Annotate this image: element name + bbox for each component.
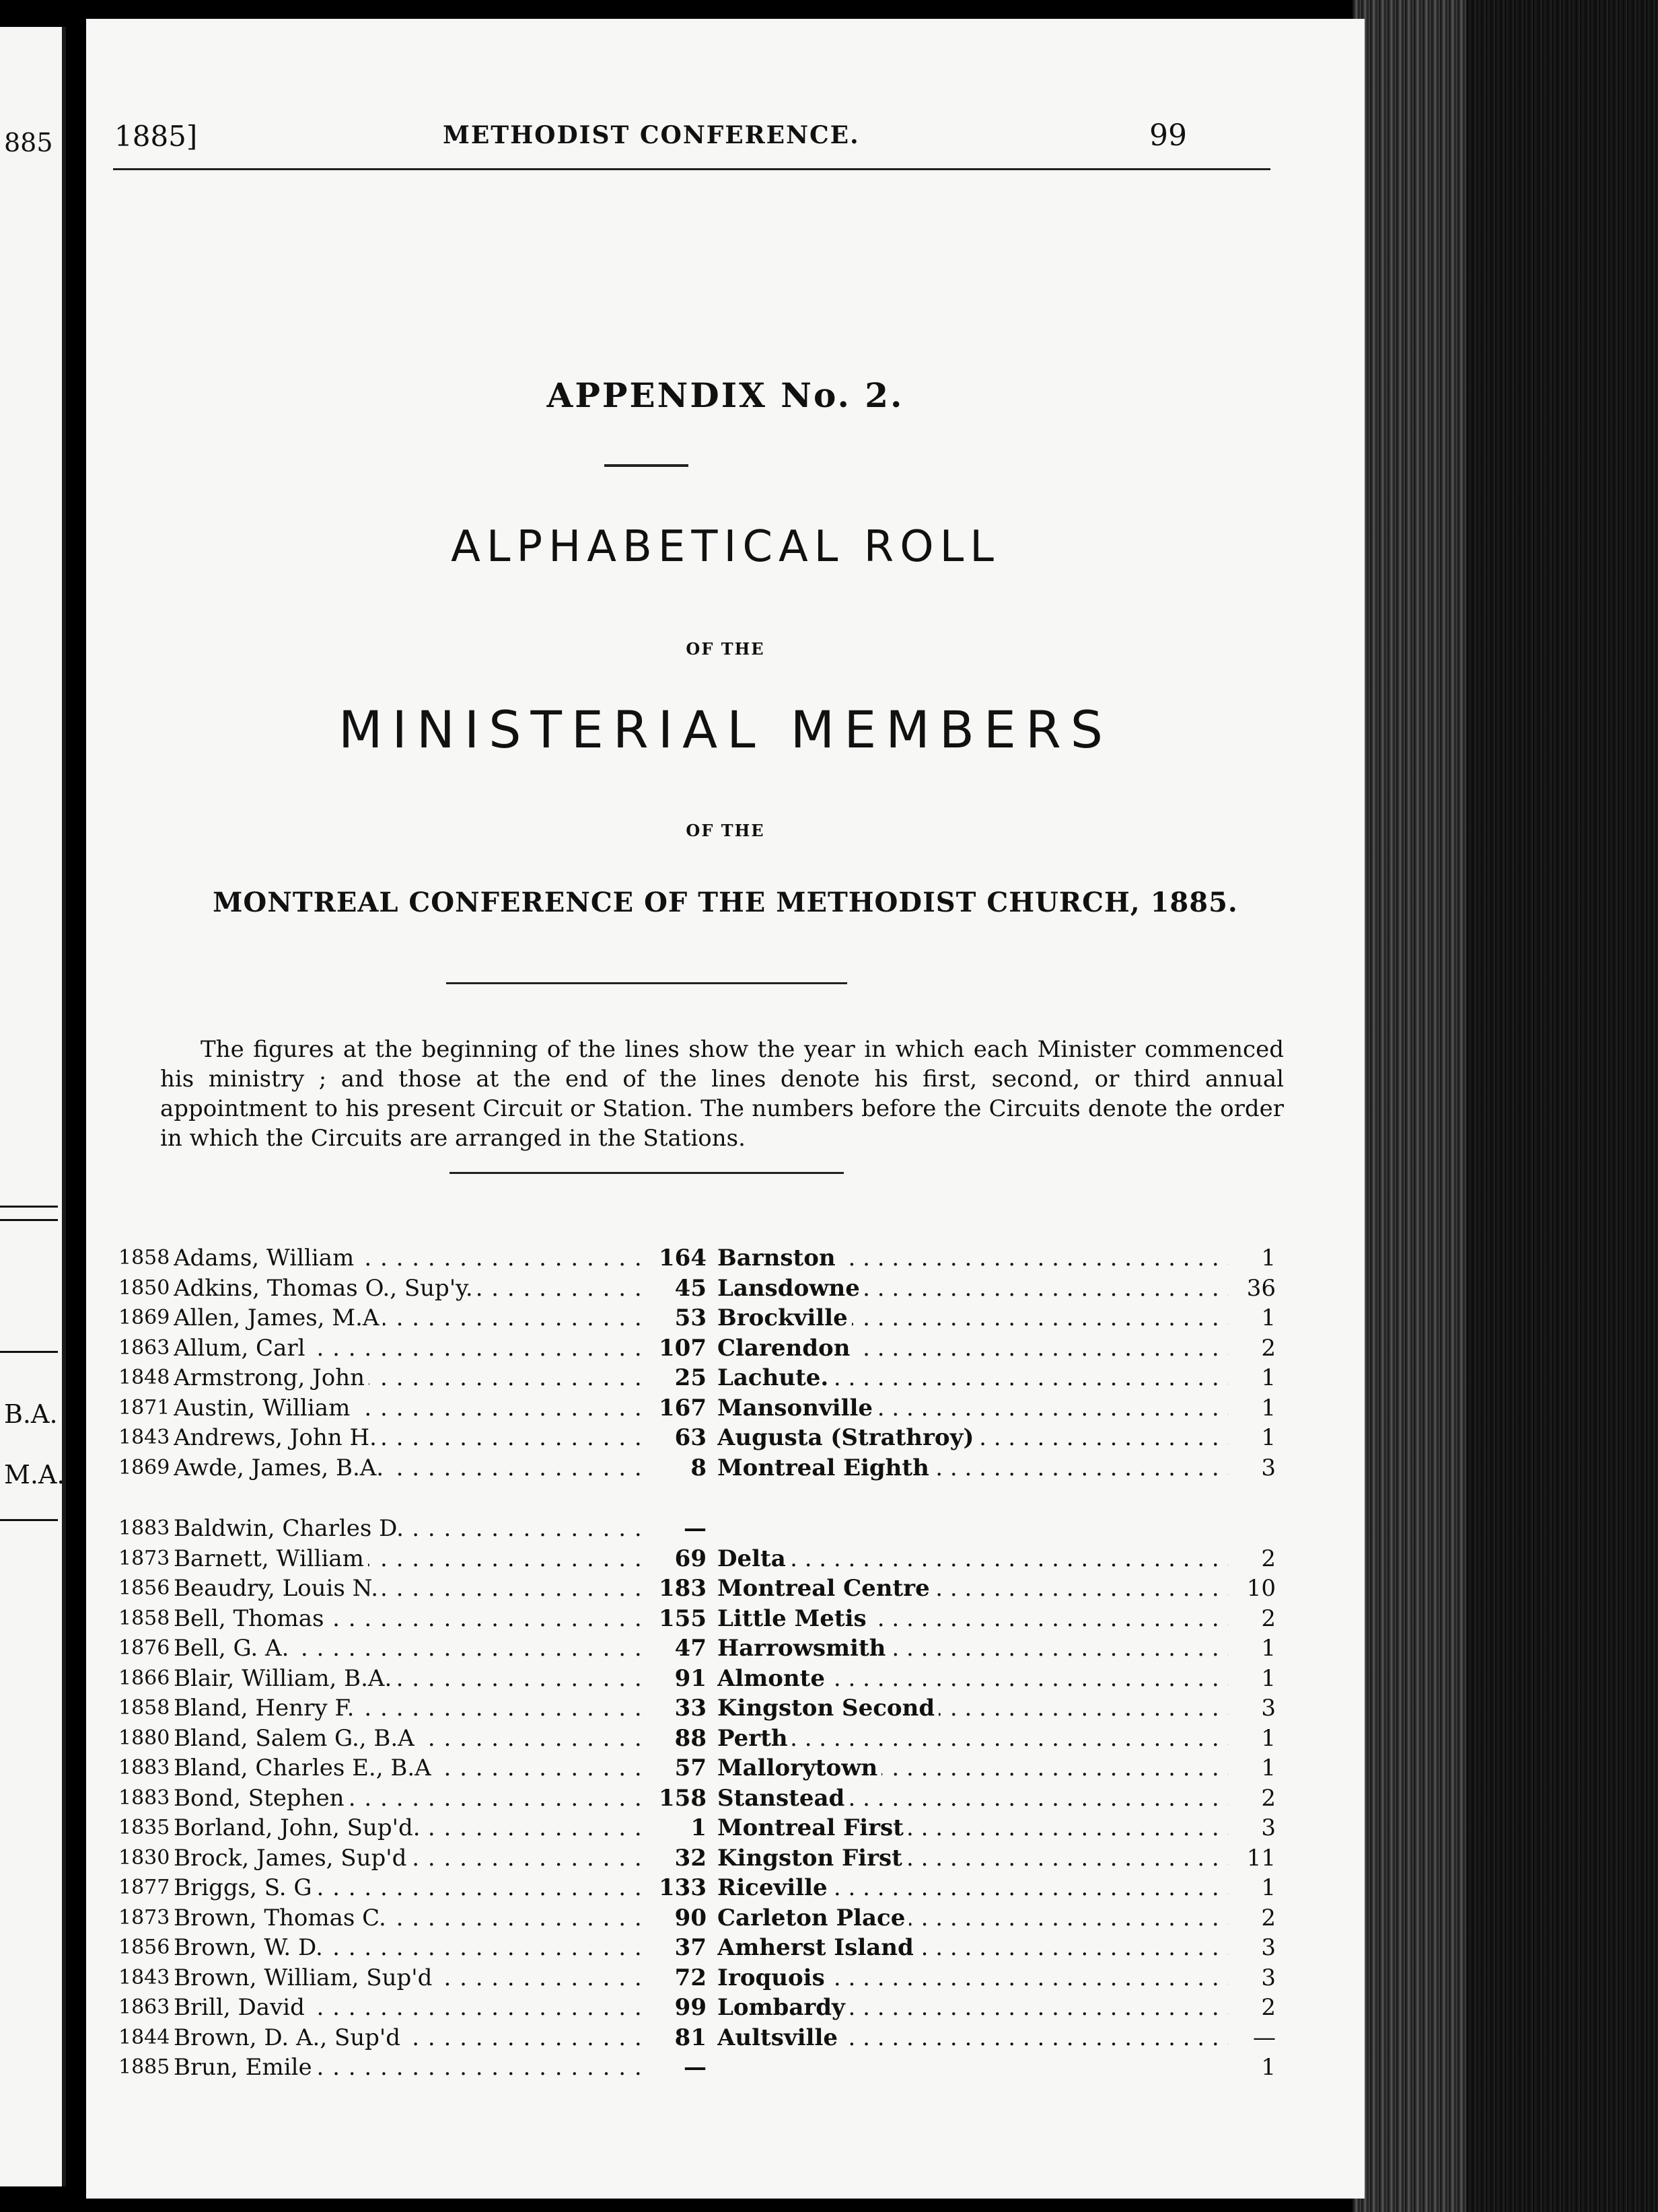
roll-entry (118, 1693, 1289, 1724)
entry-circuit-number: 90 (674, 1904, 707, 1931)
entry-circuit: Iroquois . . . (717, 1963, 1256, 1993)
entry-year: 1873 (118, 1905, 170, 1929)
entry-circuit-number: 72 (674, 1964, 707, 1991)
roll-entry (118, 2023, 1289, 2053)
entry-minister-name: Austin, William . . . (174, 1393, 645, 1423)
roll-entry (118, 1453, 1289, 1483)
left-page-fragment (0, 27, 66, 2186)
entry-year: 1835 (118, 1816, 170, 1839)
entry-appointment: 1 (1229, 2053, 1276, 2082)
entry-year: 1883 (118, 1785, 170, 1810)
entry-appointment: 1 (1229, 1633, 1276, 1663)
roll-entry (118, 1813, 1289, 1843)
entry-year: 1858 (118, 1696, 170, 1720)
entry-minister-name: Bland, Salem G., B.A . . . (174, 1724, 645, 1753)
entry-minister-name: Beaudry, Louis N. . . . (174, 1574, 645, 1603)
entry-circuit: Perth . . . (717, 1724, 1256, 1753)
entry-year: 1883 (118, 1516, 170, 1540)
entry-appointment: 2 (1229, 1783, 1276, 1813)
entry-year: 1873 (118, 1546, 170, 1570)
left-rule (0, 1206, 58, 1208)
roll-title: ALPHABETICAL ROLL (451, 522, 1000, 572)
header-year: 1885] (114, 120, 198, 153)
entry-minister-name: Baldwin, Charles D. . . . (174, 1514, 645, 1543)
entry-year: 1883 (118, 1756, 170, 1779)
roll-entry (118, 1243, 1289, 1274)
roll-entry (118, 1633, 1289, 1664)
entry-circuit: Lansdowne . . . (717, 1274, 1256, 1303)
entry-year: 1858 (118, 1246, 170, 1269)
entry-circuit-number: 91 (674, 1664, 707, 1692)
entry-minister-name: Brun, Emile . . . (174, 2053, 645, 2082)
entry-circuit-number: 33 (674, 1695, 707, 1722)
entry-appointment: 2 (1229, 1544, 1276, 1574)
entry-appointment: 10 (1229, 1574, 1276, 1603)
entry-circuit: Harrowsmith . . . (717, 1633, 1256, 1663)
roll-entry (118, 1514, 1289, 1544)
entry-circuit-number: 88 (674, 1724, 707, 1752)
entry-minister-name: Brown, W. D. . . . (174, 1933, 645, 1962)
roll-entry (118, 1724, 1289, 1754)
entry-year: 1863 (118, 1995, 170, 2019)
ministerial-members-title: MINISTERIAL MEMBERS (338, 700, 1113, 760)
entry-circuit: Almonte . . . (717, 1664, 1256, 1693)
entry-year: 1848 (118, 1366, 170, 1389)
entry-appointment: 1 (1229, 1303, 1276, 1333)
roll-entry (118, 1753, 1289, 1783)
entry-circuit-number: 25 (674, 1364, 707, 1391)
entry-circuit-number: 32 (674, 1844, 707, 1872)
entry-appointment: 3 (1229, 1453, 1276, 1483)
entry-minister-name: Armstrong, John . . . (174, 1363, 645, 1393)
entry-year: 1850 (118, 1276, 170, 1300)
roll-entry (118, 1423, 1289, 1453)
entry-circuit-number: 158 (659, 1784, 707, 1812)
header-rule (113, 168, 1270, 170)
left-rule (0, 1219, 58, 1221)
conference-title: MONTREAL CONFERENCE OF THE METHODIST CHURCH, 1885. (213, 887, 1238, 918)
running-title: METHODIST CONFERENCE. (443, 121, 860, 149)
entry-minister-name: Briggs, S. G . . . (174, 1873, 645, 1903)
entry-circuit: Carleton Place . . . (717, 1903, 1256, 1933)
roll-entry (118, 1333, 1289, 1364)
entry-circuit: Kingston First . . . (717, 1843, 1256, 1873)
entry-minister-name: Brock, James, Sup'd . . . (174, 1843, 645, 1873)
left-fragment-ba: B.A. (4, 1399, 58, 1429)
entry-circuit-number: 69 (674, 1545, 707, 1572)
entry-circuit: Lachute. . . . (717, 1363, 1256, 1393)
section-rule (449, 1172, 844, 1174)
entry-circuit: Clarendon . . . (717, 1333, 1256, 1363)
roll-entry (118, 1873, 1289, 1903)
roll-entry (118, 1544, 1289, 1574)
entry-circuit: Montreal Eighth . . . (717, 1453, 1256, 1483)
roll-entry (118, 1574, 1289, 1604)
entry-circuit: Amherst Island . . . (717, 1933, 1256, 1962)
entry-appointment: 1 (1229, 1423, 1276, 1452)
roll-entry (118, 1604, 1289, 1634)
roll-section-b (118, 1514, 1289, 2083)
entry-circuit: Kingston Second . . . (717, 1693, 1256, 1723)
entry-appointment: 3 (1229, 1963, 1276, 1993)
entry-minister-name: Adams, William . . . (174, 1243, 645, 1273)
entry-appointment: 2 (1229, 1604, 1276, 1633)
of-the-label: OF THE (686, 639, 765, 659)
entry-circuit: Montreal First . . . (717, 1813, 1256, 1843)
entry-circuit-number: 45 (674, 1274, 707, 1302)
entry-circuit-number: 47 (674, 1635, 707, 1662)
roll-entry (118, 1903, 1289, 1933)
entry-appointment: 1 (1229, 1664, 1276, 1693)
entry-circuit-number: 183 (659, 1575, 707, 1602)
intro-text: The figures at the beginning of the lines show the year in which each Minister commenced his ministry ; and those at the end of the lines denote his first, second, or third annual appointment to his present Circuit or Station. The numbers before the Circuits denote the order in which the Circuits are arranged in the Stations. (160, 1036, 1284, 1152)
entry-minister-name: Blair, William, B.A. . . . (174, 1664, 645, 1693)
book-binding-shadow (1467, 0, 1658, 2212)
entry-minister-name: Brill, David . . . (174, 1993, 645, 2022)
entry-appointment: 1 (1229, 1724, 1276, 1753)
left-page-number-fragment: 885 (4, 128, 53, 157)
entry-circuit: Mansonville . . . (717, 1393, 1256, 1423)
entry-year: 1866 (118, 1666, 170, 1690)
section-rule (446, 982, 847, 984)
entry-year: 1885 (118, 2055, 170, 2079)
entry-circuit-number: 53 (674, 1304, 707, 1331)
entry-appointment: 2 (1229, 1333, 1276, 1363)
left-rule (0, 1519, 58, 1521)
entry-year: 1856 (118, 1576, 170, 1600)
page-number: 99 (1149, 118, 1187, 153)
roll-entry (118, 1993, 1289, 2023)
entry-circuit-number: 37 (674, 1934, 707, 1961)
entry-circuit: Brockville . . . (717, 1303, 1256, 1333)
entry-appointment: 2 (1229, 1993, 1276, 2022)
entry-minister-name: Andrews, John H. . . . (174, 1423, 645, 1452)
entry-year: 1871 (118, 1395, 170, 1420)
entry-minister-name: Bell, Thomas . . . (174, 1604, 645, 1633)
entry-circuit: Augusta (Strathroy) . . . (717, 1423, 1256, 1452)
entry-circuit: Montreal Centre . . . (717, 1574, 1256, 1603)
appendix-title: APPENDIX No. 2. (546, 375, 904, 415)
roll-entry (118, 1933, 1289, 1963)
entry-appointment: 36 (1229, 1274, 1276, 1303)
entry-appointment: 1 (1229, 1873, 1276, 1903)
entry-circuit-number: 57 (674, 1755, 707, 1781)
entry-appointment: 1 (1229, 1243, 1276, 1273)
roll-entry (118, 1664, 1289, 1694)
entry-minister-name: Bland, Henry F. . . . (174, 1693, 645, 1723)
entry-minister-name: Bond, Stephen . . . (174, 1783, 645, 1813)
entry-appointment: 1 (1229, 1363, 1276, 1393)
roll-entry (118, 1843, 1289, 1874)
entry-circuit: Barnston . . . (717, 1243, 1256, 1273)
entry-appointment: 1 (1229, 1753, 1276, 1783)
entry-minister-name: Awde, James, B.A. . . . (174, 1453, 645, 1483)
entry-circuit: Mallorytown . . . (717, 1753, 1256, 1783)
entry-minister-name: Brown, William, Sup'd . . . (174, 1963, 645, 1993)
entry-appointment: 11 (1229, 1843, 1276, 1873)
entry-circuit: Delta . . . (717, 1544, 1256, 1574)
document-page (86, 19, 1365, 2199)
entry-circuit: Little Metis . . . (717, 1604, 1256, 1633)
entry-circuit-number: — (684, 2054, 707, 2081)
entry-circuit-number: 167 (659, 1394, 707, 1422)
entry-appointment: 3 (1229, 1693, 1276, 1723)
entry-circuit-number: 8 (690, 1454, 707, 1481)
entry-circuit-number: 107 (659, 1334, 707, 1362)
entry-circuit-number: 81 (674, 2024, 707, 2051)
title-rule (604, 464, 688, 467)
roll-entry (118, 2053, 1289, 2083)
entry-minister-name: Barnett, William . . . (174, 1544, 645, 1574)
entry-minister-name: Allen, James, M.A . . . (174, 1303, 645, 1333)
entry-circuit-number: 99 (674, 1994, 707, 2021)
entry-year: 1877 (118, 1876, 170, 1899)
entry-circuit-number: 164 (659, 1245, 707, 1271)
entry-circuit: Stanstead . . . (717, 1783, 1256, 1813)
entry-minister-name: Allum, Carl . . . (174, 1333, 645, 1363)
entry-year: 1869 (118, 1455, 170, 1479)
entry-circuit: Lombardy . . . (717, 1993, 1256, 2022)
entry-year: 1856 (118, 1936, 170, 1959)
left-fragment-ma: M.A. (4, 1460, 65, 1489)
entry-appointment: 1 (1229, 1393, 1276, 1423)
entry-year: 1830 (118, 1845, 170, 1870)
entry-minister-name: Bland, Charles E., B.A . . . (174, 1753, 645, 1783)
roll-entry (118, 1303, 1289, 1333)
entry-year: 1880 (118, 1726, 170, 1750)
entry-minister-name: Brown, Thomas C. . . . (174, 1903, 645, 1933)
entry-appointment: 3 (1229, 1813, 1276, 1843)
entry-circuit-number: — (684, 1515, 707, 1542)
entry-minister-name: Bell, G. A. . . . (174, 1633, 645, 1663)
entry-year: 1843 (118, 1426, 170, 1449)
roll-entry (118, 1274, 1289, 1304)
roll-section-a (118, 1243, 1289, 1483)
roll-entry (118, 1363, 1289, 1393)
roll-entry (118, 1963, 1289, 1993)
entry-minister-name: Adkins, Thomas O., Sup'y. . . . (174, 1274, 645, 1303)
entry-minister-name: Brown, D. A., Sup'd . . . (174, 2023, 645, 2053)
entry-circuit: Aultsville . . . (717, 2023, 1256, 2053)
entry-circuit-number: 133 (659, 1874, 707, 1901)
entry-circuit: Riceville . . . (717, 1873, 1256, 1903)
entry-year: 1869 (118, 1306, 170, 1329)
roll-entry (118, 1393, 1289, 1424)
entry-year: 1876 (118, 1636, 170, 1660)
entry-minister-name: Borland, John, Sup'd. . . . (174, 1813, 645, 1843)
intro-paragraph (160, 1035, 1284, 1153)
entry-year: 1858 (118, 1606, 170, 1630)
entry-appointment: 2 (1229, 1903, 1276, 1933)
entry-circuit-number: 155 (659, 1605, 707, 1632)
entry-year: 1863 (118, 1335, 170, 1360)
roll-entry (118, 1783, 1289, 1814)
entry-appointment: — (1229, 2023, 1276, 2053)
of-the-label: OF THE (686, 821, 765, 840)
entry-circuit-number: 1 (690, 1814, 707, 1841)
entry-circuit-number: 63 (674, 1424, 707, 1451)
entry-year: 1843 (118, 1965, 170, 1989)
left-rule (0, 1351, 58, 1353)
entry-year: 1844 (118, 2025, 170, 2049)
entry-appointment: 3 (1229, 1933, 1276, 1962)
